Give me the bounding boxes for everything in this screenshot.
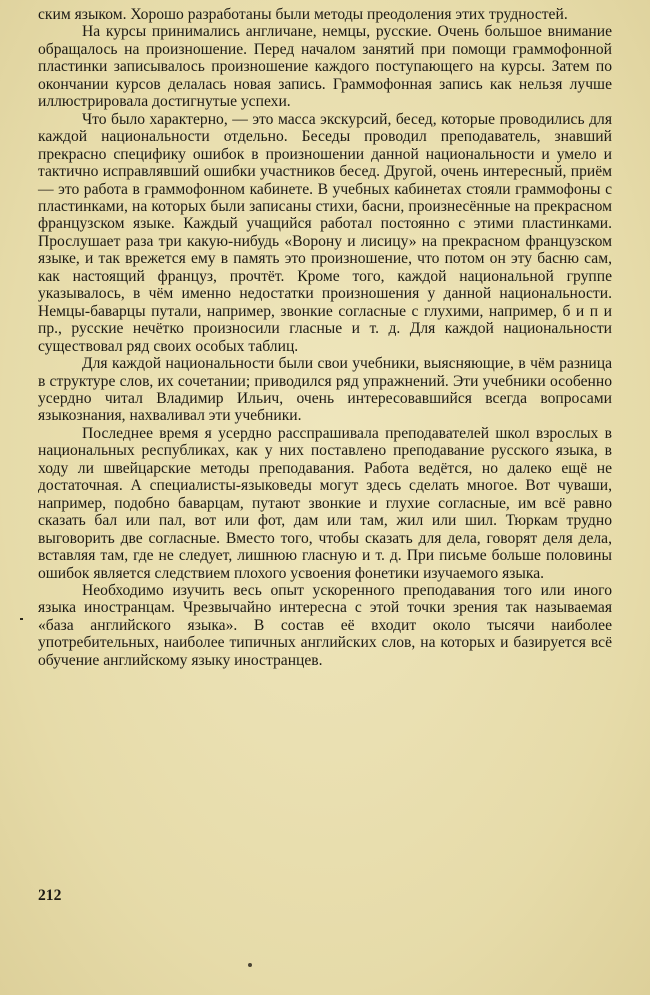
page-number: 212 bbox=[38, 887, 62, 904]
margin-mark bbox=[20, 618, 23, 620]
paragraph-2: На курсы принимались англичане, немцы, русские. Очень большое внимание обращалось на произношение. Перед началом занятий при помощи граммофонной пластинки записывалось произношение каждого поступающего на курсы. Затем по окончании курсов делалась новая запись. Граммофонная запись как нельзя лучше иллюстрировала достигнутые успехи. bbox=[38, 23, 612, 111]
body-text bbox=[38, 6, 612, 669]
paper-speck bbox=[248, 963, 252, 967]
paragraph-3: Что было характерно, — это масса экскурсий, бесед, которые проводились для каждой национальности отдельно. Беседы проводил преподаватель, знавший прекрасно специфику ошибок в произношении данной национальности и умело и тактично исправлявший ошибки участников бесед. Другой, очень интересный, приём — это работа в граммофонном кабинете. В учебных кабинетах стояли граммофоны с пластинками, на которых были записаны стихи, басни, произнесённые на прекрасном французском языке. Каждый учащийся работал постоянно с этими пластинками. Прослушает раза три какую-нибудь «Ворону и лисицу» на прекрасном французском языке, и так врежется ему в память это произношение, что потом он эту басню сам, как настоящий француз, прочтёт. Кроме того, каждой национальной группе указывалось, в чём именно недостатки произношения у данной национальности. Немцы-баварцы путали, например, звонкие согласные с глухими, например, б и п и пр., русские нечётко произносили гласные и т. д. Для каждой национальности существовал ряд своих особых таблиц. bbox=[38, 110, 612, 355]
paragraph-1: ским языком. Хорошо разработаны были методы преодоления этих трудностей. bbox=[38, 6, 568, 23]
paragraph-4: Для каждой национальности были свои учебники, выясняющие, в чём разница в структуре слов, их сочетании; приводился ряд упражнений. Эти учебники особенно усердно читал Владимир Ильич, очень интересовавшийся всегда вопросами языкознания, нахваливал эти учебники. bbox=[38, 355, 612, 425]
paragraph-6: Необходимо изучить весь опыт ускоренного преподавания того или иного языка иностранцам. Чрезвычайно интересна с этой точки зрения так называемая «база английского языка». В состав её входит около тысячи наиболее употребительных, наиболее типичных английских слов, на которых и базируется всё обучение английскому языку иностранцев. bbox=[38, 581, 612, 669]
paragraph-5: Последнее время я усердно расспрашивала преподавателей школ взрослых в национальных республиках, как у них поставлено преподавание русского языка, в ходу ли швейцарские методы преподавания. Работа ведётся, но далеко ещё не достаточная. А специалисты-языковеды могут здесь сделать многое. Вот чуваши, например, подобно баварцам, путают звонкие и глухие согласные, им всё равно сказать бал или пал, вот или фот, дам или там, жил или шил. Тюркам трудно выговорить две согласные. Вместо того, чтобы сказать для дела, говорят деля дела, вставляя там, где не следует, лишнюю гласную и т. д. При письме больше половины ошибок является следствием плохого усвоения фонетики изучаемого языка. bbox=[38, 424, 612, 582]
